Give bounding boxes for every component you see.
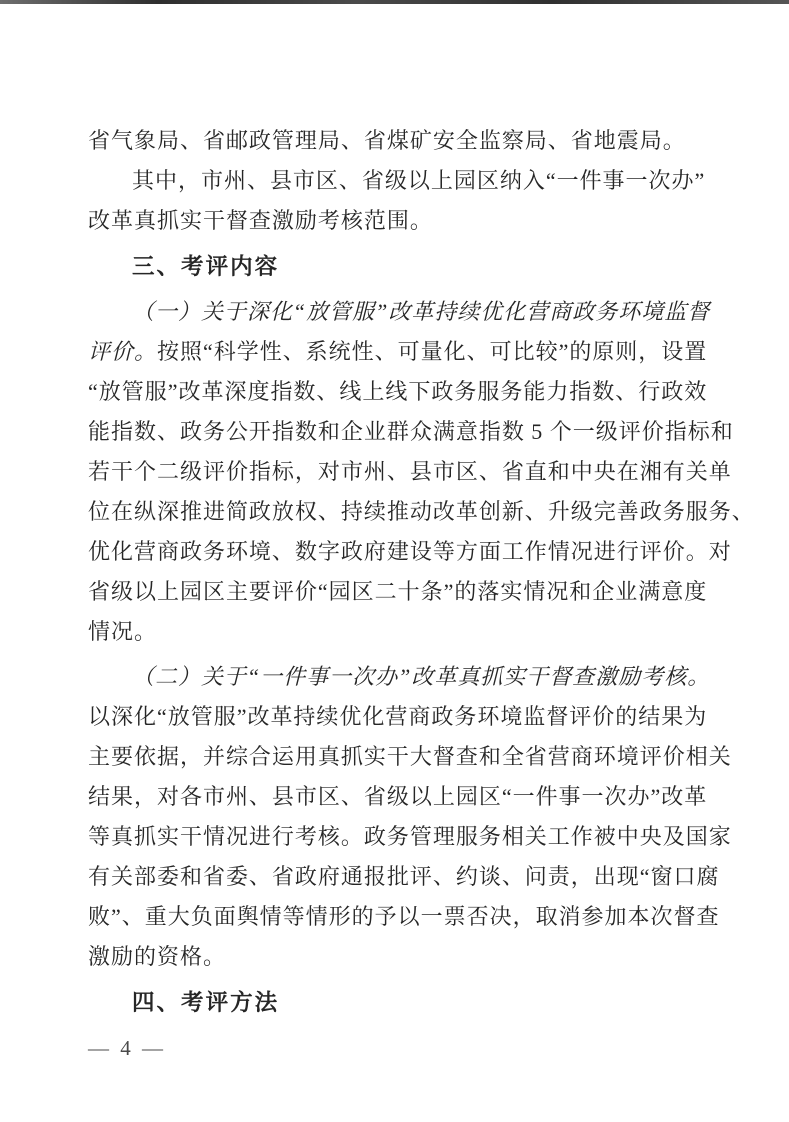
page-number: — 4 — (88, 1036, 166, 1060)
body-text: 等真抓实干情况进行考核。政务管理服务相关工作被中央及国家 (88, 824, 732, 849)
text-line (88, 777, 708, 817)
body-text: 败”、重大负面舆情等情形的予以一票否决，取消参加本次督查 (88, 904, 720, 929)
body-text: 以深化“放管服”改革持续优化营商政务环境监督评价的结果为 (88, 704, 708, 729)
text-line (88, 572, 708, 612)
text-line (88, 983, 694, 1023)
text-line (88, 332, 708, 372)
text-line (88, 201, 694, 241)
paragraph (88, 292, 755, 652)
body-text: 激励的资格。 (88, 944, 226, 969)
body-text: 省级以上园区主要评价“园区二十条”的落实情况和企业满意度 (88, 579, 708, 604)
body-text: 优化营商政务环境、数字政府建设等方面工作情况进行评价。对 (88, 539, 732, 564)
text-line (88, 292, 711, 332)
text-line (88, 492, 755, 532)
paragraph (88, 121, 694, 161)
heading-text: 三、考评内容 (132, 254, 280, 279)
section-heading (88, 983, 694, 1023)
body-text: 能指数、政务公开指数和企业群众满意指数 5 个一级评价指标和 (88, 419, 734, 444)
text-line (88, 817, 732, 857)
body-text: 省气象局、省邮政管理局、省煤矿安全监察局、省地震局。 (88, 128, 686, 153)
body-text: 其中，市州、县市区、省级以上园区纳入“一件事一次办” (132, 168, 706, 193)
item-lead-text: （一）关于深化“放管服”改革持续优化营商政务环境监督 (132, 299, 711, 324)
body-text: 改革真抓实干督查激励考核范围。 (88, 208, 433, 233)
text-line (88, 657, 711, 697)
text-line (88, 161, 706, 201)
text-line (88, 697, 708, 737)
body-text: 情况。 (88, 619, 157, 644)
paragraph (88, 161, 706, 241)
item-lead-text: 评价。 (88, 339, 157, 364)
body-text: 主要依据，并综合运用真抓实干大督查和全省营商环境评价相关 (88, 744, 732, 769)
body-text: 结果，对各市州、县市区、省级以上园区“一件事一次办”改革 (88, 784, 708, 809)
body-text: “放管服”改革深度指数、线上线下政务服务能力指数、行政效 (88, 379, 708, 404)
section-heading (88, 247, 694, 287)
text-line (88, 857, 720, 897)
text-line (88, 121, 694, 161)
text-line (88, 452, 732, 492)
body-text: 位在纵深推进简政放权、持续推动改革创新、升级完善政务服务、 (88, 499, 755, 524)
text-line (88, 612, 694, 652)
text-line (88, 247, 694, 287)
text-line (88, 372, 708, 412)
scan-edge-artifact (0, 0, 789, 4)
paragraph (88, 657, 732, 977)
text-line (88, 412, 734, 452)
text-line (88, 937, 694, 977)
body-text: 按照“科学性、系统性、可量化、可比较”的原则，设置 (156, 339, 708, 364)
heading-text: 四、考评方法 (132, 990, 280, 1015)
body-text: 若干个二级评价指标，对市州、县市区、省直和中央在湘有关单 (88, 459, 732, 484)
document-body (88, 121, 755, 1023)
text-line (88, 532, 732, 572)
text-line (88, 897, 720, 937)
body-text: 有关部委和省委、省政府通报批评、约谈、问责，出现“窗口腐 (88, 864, 720, 889)
text-line (88, 737, 732, 777)
item-lead-text: （二）关于“一件事一次办”改革真抓实干督查激励考核。 (132, 664, 711, 689)
